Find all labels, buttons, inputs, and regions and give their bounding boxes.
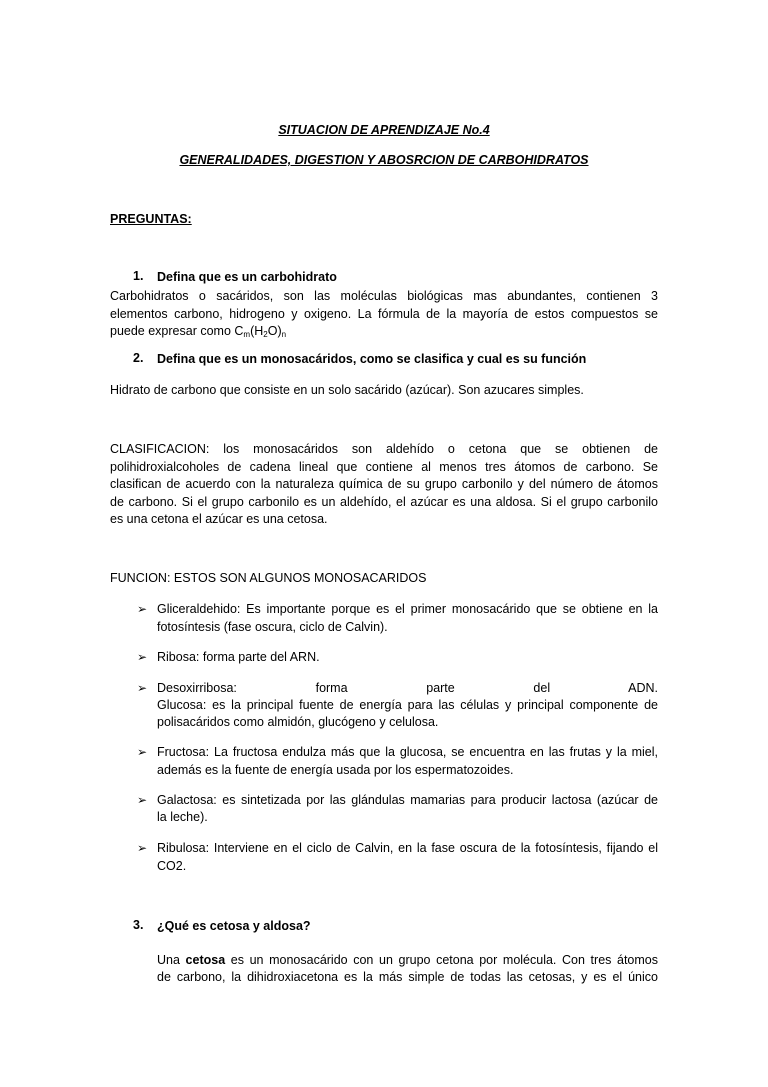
arrow-bullet-icon: ➢ (136, 793, 148, 807)
bullet-1-line-2: fotosíntesis (fase oscura, ciclo de Calvin). (157, 620, 388, 634)
clasificacion-line-2: polihidroxialcoholes de cadena lineal que contiene al menos tres átomos de carbono. Se (110, 460, 658, 474)
question-3-number: 3. (133, 918, 144, 932)
question-3-text: ¿Qué es cetosa y aldosa? (157, 919, 311, 933)
question-2-text: Defina que es un monosacáridos, como se clasifica y cual es su función (157, 352, 587, 366)
bullet-1-line-1: Gliceraldehido: Es importante porque es el primer monosacárido que se obtiene en la (157, 602, 658, 616)
arrow-bullet-icon: ➢ (136, 650, 148, 664)
q1-answer-line-3: puede expresar como $C_m(H_2O)_n$ (110, 324, 287, 339)
bullet-5-line-2: la leche). (157, 810, 208, 824)
arrow-bullet-icon: ➢ (136, 841, 148, 855)
bullet-3-line-2: Glucosa: es la principal fuente de energía para las células y principal componente de (157, 698, 658, 712)
arrow-bullet-icon: ➢ (136, 681, 148, 695)
bullet-3-line-3: polisacáridos como almidón, glucógeno y celulosa. (157, 715, 439, 729)
bullet-4-line-1: Fructosa: La fructosa endulza más que la glucosa, se encuentra en las frutas y la miel, (157, 745, 658, 759)
q2-answer: Hidrato de carbono que consiste en un solo sacárido (azúcar). Son azucares simples. (110, 383, 584, 397)
clasificacion-line-5: es una cetona el azúcar es una cetosa. (110, 512, 328, 526)
bullet-5-line-1: Galactosa: es sintetizada por las glándulas mamarias para producir lactosa (azúcar de (157, 793, 658, 807)
bullet-6-line-1: Ribulosa: Interviene en el ciclo de Calvin, en la fase oscura de la fotosíntesis, fijando el (157, 841, 658, 855)
bullet-2-line-1: Ribosa: forma parte del ARN. (157, 650, 320, 664)
preguntas-heading: PREGUNTAS: (110, 212, 192, 226)
question-1-number: 1. (133, 269, 144, 283)
document-title: SITUACION DE APRENDIZAJE No.4 (278, 123, 490, 137)
bullet-6-line-2: CO2. (157, 859, 187, 873)
q1-answer-line-1: Carbohidratos o sacáridos, son las moléculas biológicas mas abundantes, contienen 3 (110, 289, 658, 303)
arrow-bullet-icon: ➢ (136, 602, 148, 616)
bullet-4-line-2: además es la fuente de energía usada por los espermatozoides. (157, 763, 514, 777)
bullet-3-line-1: Desoxirribosa: forma parte del ADN. (157, 681, 658, 695)
q3-answer-line-1: Una cetosa es un monosacárido con un grupo cetona por molécula. Con tres átomos (157, 953, 658, 967)
funcion-heading: FUNCION: ESTOS SON ALGUNOS MONOSACARIDOS (110, 571, 427, 585)
clasificacion-line-3: clasifican de acuerdo con la naturaleza química de su grupo carbonilo y del número de átomos (110, 477, 658, 491)
question-2-number: 2. (133, 351, 144, 365)
q3-answer-line-2: de carbono, la dihidroxiacetona es la más simple de todas las cetosas, y es el único (157, 970, 658, 984)
clasificacion-line-4: de carbono. Si el grupo carbonilo es un aldehído, el azúcar es una aldosa. Si el grupo carbonilo (110, 495, 658, 509)
q1-answer-line-2: elementos carbono, hidrogeno y oxigeno. La fórmula de la mayoría de estos compuestos se (110, 307, 658, 321)
clasificacion-line-1: CLASIFICACION: los monosacáridos son aldehído o cetona que se obtienen de (110, 442, 658, 456)
document-subtitle: GENERALIDADES, DIGESTION Y ABOSRCION DE CARBOHIDRATOS (179, 153, 589, 167)
arrow-bullet-icon: ➢ (136, 745, 148, 759)
question-1-text: Defina que es un carbohidrato (157, 270, 337, 284)
